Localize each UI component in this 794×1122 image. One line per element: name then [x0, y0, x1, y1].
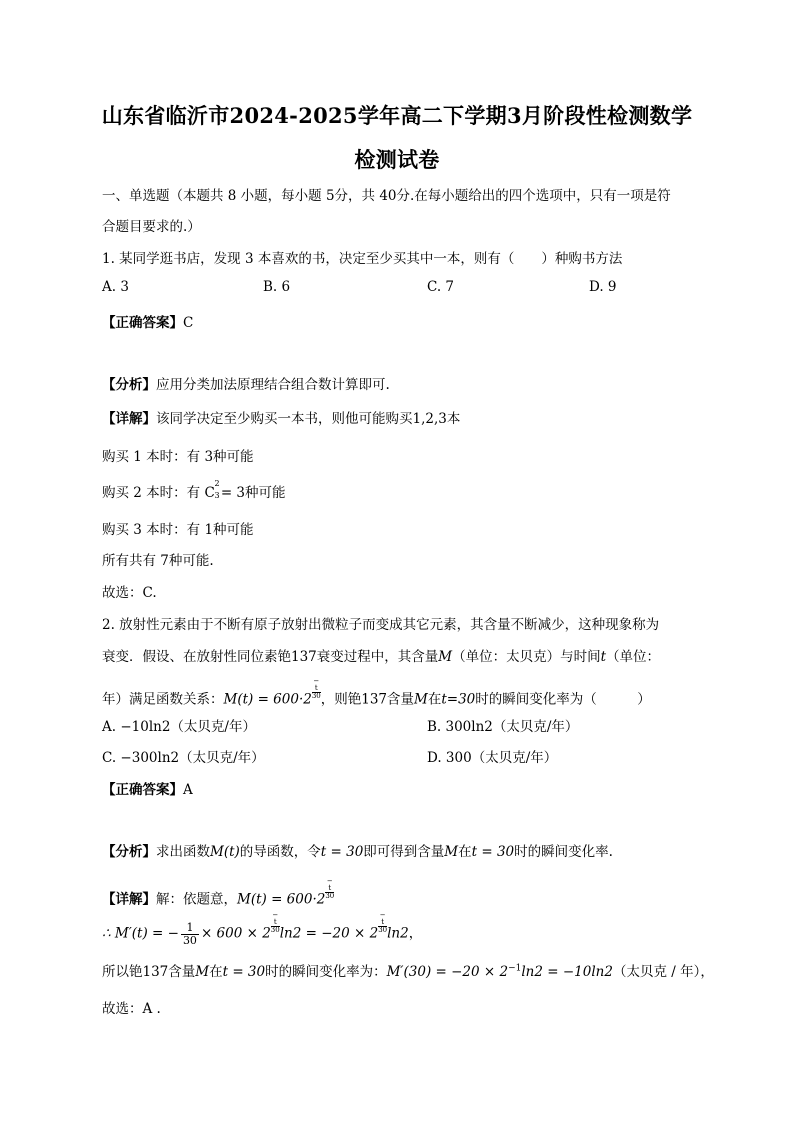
- stem3-formula: M(t) = 600·2: [223, 691, 312, 708]
- q2-analysis-label: 【分析】: [102, 844, 156, 860]
- stem3-d: 在: [427, 691, 442, 708]
- section-header-line2: 合题目要求的.）: [102, 219, 201, 235]
- q2-answer-value: A: [183, 782, 193, 798]
- question-2-option-a: A. −10ln2（太贝克/年）: [102, 719, 256, 735]
- page-title-line2: 检测试卷: [354, 147, 440, 172]
- deriv-comma: ，: [408, 925, 423, 942]
- q2-answer-label: 【正确答案】: [102, 782, 183, 798]
- section-header: 一、单选题（本题共 8 小题，每小题 5分，共 40分.在每小题给出的四个选项中，只有一项是符: [102, 188, 671, 204]
- stem3-e: 时的瞬间变化率为（ ）: [475, 691, 651, 708]
- q2-analysis-M: M: [444, 844, 459, 860]
- deriv-mid: × 600 × 2: [200, 925, 271, 942]
- question-1-case-3: 购买 3 本时：有 1种可能: [102, 522, 254, 538]
- detail-text: 该同学决定至少购买一本书，则他可能购买: [156, 411, 413, 427]
- question-2-option-b: B. 300ln2（太贝克/年）: [427, 719, 579, 735]
- question-1-detail: [102, 407, 460, 427]
- deriv-exp2-den: 30: [378, 926, 388, 934]
- combination-sub: 3: [214, 491, 220, 500]
- q2-analysis-b: 的导函数，令: [239, 844, 321, 860]
- question-1-choice: 故选：C.: [102, 585, 157, 601]
- question-2-stem-line1: 2. 放射性元素由于不断有原子放射出微粒子而变成其它元素，其含量不断减少，这种现象称为: [102, 617, 660, 633]
- detail-label: 【详解】: [102, 411, 156, 427]
- answer-value: C: [183, 315, 194, 331]
- deriv-exponent-1: − t 30: [270, 911, 280, 934]
- question-2-option-d: D. 300（太贝克/年）: [427, 750, 558, 766]
- combination-c: C: [204, 485, 215, 501]
- result-c: 在: [209, 964, 223, 980]
- question-2-stem-line2: [102, 645, 660, 665]
- result-num: 137: [142, 964, 169, 980]
- q2-detail-exponent: − t 30: [325, 877, 335, 900]
- deriv-frac-den: 30: [182, 933, 197, 947]
- stem2-c: （单位：太贝克）与时间: [452, 649, 601, 665]
- analysis-label: 【分析】: [102, 377, 156, 393]
- deriv-frac-num: 1: [181, 922, 199, 935]
- stem3-exp-num: t: [312, 685, 321, 693]
- question-1-option-d: D. 9: [589, 279, 617, 295]
- stem3-b: ，则铯: [320, 691, 362, 708]
- question-2-analysis: [102, 840, 613, 860]
- q2-analysis-t2: t = 30: [471, 844, 515, 860]
- page-title: 山东省临沂市2024-2025学年高二下学期3月阶段性检测数学: [101, 103, 693, 128]
- deriv-ln: ln2 = −20 × 2: [279, 925, 379, 942]
- deriv-exp1-den: 30: [270, 926, 280, 934]
- stem2-num: 137: [291, 649, 317, 665]
- q2-detail-exp-den: 30: [325, 892, 335, 900]
- case-2-prefix: 购买 2 本时：有: [102, 485, 205, 501]
- deriv-end: ln2: [387, 925, 409, 942]
- q2-detail-exp-num: t: [325, 885, 334, 893]
- stem3-num: 137: [361, 691, 388, 708]
- result-a: 所以铯: [102, 964, 143, 980]
- result-formula: M′(30) = −20 × 2: [386, 964, 509, 980]
- stem2-M: M: [438, 649, 453, 665]
- q2-detail-formula: M(t) = 600·2: [237, 891, 326, 908]
- question-2-choice: 故选：A .: [102, 1001, 161, 1017]
- q2-detail-a: 解：依题意，: [156, 891, 237, 908]
- result-exp: −1: [508, 963, 522, 974]
- combination-sup: 2: [214, 479, 220, 488]
- q2-analysis-Mt: M(t): [210, 844, 240, 860]
- answer-label: 【正确答案】: [102, 315, 183, 331]
- combination-symbol: [204, 479, 220, 501]
- analysis-text: 应用分类加法原理结合组合数计算即可.: [156, 377, 390, 393]
- question-2-derivative: [102, 912, 422, 947]
- question-1-stem: 1. 某同学逛书店，发现 3 本喜欢的书，决定至少买其中一本，则有（ ）种购书方法: [102, 251, 623, 267]
- result-d: 时的瞬间变化率为：: [265, 964, 387, 980]
- stem2-d: （单位：: [606, 649, 661, 665]
- case-2-suffix: 种可能: [245, 485, 286, 501]
- question-2-detail: [102, 878, 334, 908]
- result-t: t = 30: [222, 964, 266, 980]
- question-2-stem-line3: [102, 678, 651, 708]
- stem3-a: 年）满足函数关系：: [102, 691, 224, 708]
- detail-nums: 1,2,3: [412, 411, 447, 427]
- deriv-pre: ∴ M′(t) = −: [102, 925, 179, 942]
- stem3-exponent: − t 30: [311, 677, 321, 700]
- stem2-t: t: [600, 649, 607, 665]
- question-2-answer: [102, 778, 193, 798]
- question-1-analysis: [102, 373, 390, 393]
- question-1-case-2: [102, 481, 286, 501]
- result-formula2: ln2 = −10ln2: [521, 964, 613, 980]
- q2-analysis-d: 在: [458, 844, 472, 860]
- question-1-option-b: B. 6: [263, 279, 291, 295]
- question-1-total: 所有共有 7种可能.: [102, 553, 214, 569]
- result-unit: （太贝克 / 年），: [612, 964, 714, 980]
- question-1-case-1: 购买 1 本时：有 3种可能: [102, 449, 254, 465]
- deriv-exp1-num: t: [271, 919, 280, 927]
- result-M: M: [195, 964, 210, 980]
- question-1-answer: [102, 311, 193, 331]
- q2-detail-label: 【详解】: [102, 891, 156, 908]
- stem3-c: 含量: [387, 691, 415, 708]
- q2-analysis-t: t = 30: [320, 844, 364, 860]
- deriv-exp2-num: t: [378, 919, 387, 927]
- question-1-option-c: C. 7: [427, 279, 455, 295]
- deriv-fraction: [181, 922, 199, 947]
- detail-tail: 本: [446, 411, 461, 427]
- question-2-option-c: C. −300ln2（太贝克/年）: [102, 750, 265, 766]
- question-2-result: [102, 960, 714, 980]
- stem2-b: 衰变过程中，其含量: [316, 649, 439, 665]
- stem3-M: M: [414, 691, 428, 708]
- q2-analysis-a: 求出函数: [156, 844, 210, 860]
- q2-analysis-e: 时的瞬间变化率.: [514, 844, 613, 860]
- case-2-eq: = 3: [220, 485, 246, 501]
- stem3-t: t=30: [441, 691, 476, 708]
- question-1-option-a: A. 3: [102, 279, 129, 295]
- q2-analysis-c: 即可得到含量: [363, 844, 445, 860]
- stem2-a: 衰变．假设、在放射性同位素铯: [102, 649, 291, 665]
- result-b: 含量: [168, 964, 196, 980]
- stem3-exp-den: 30: [311, 692, 321, 700]
- deriv-exponent-2: − t 30: [378, 911, 388, 934]
